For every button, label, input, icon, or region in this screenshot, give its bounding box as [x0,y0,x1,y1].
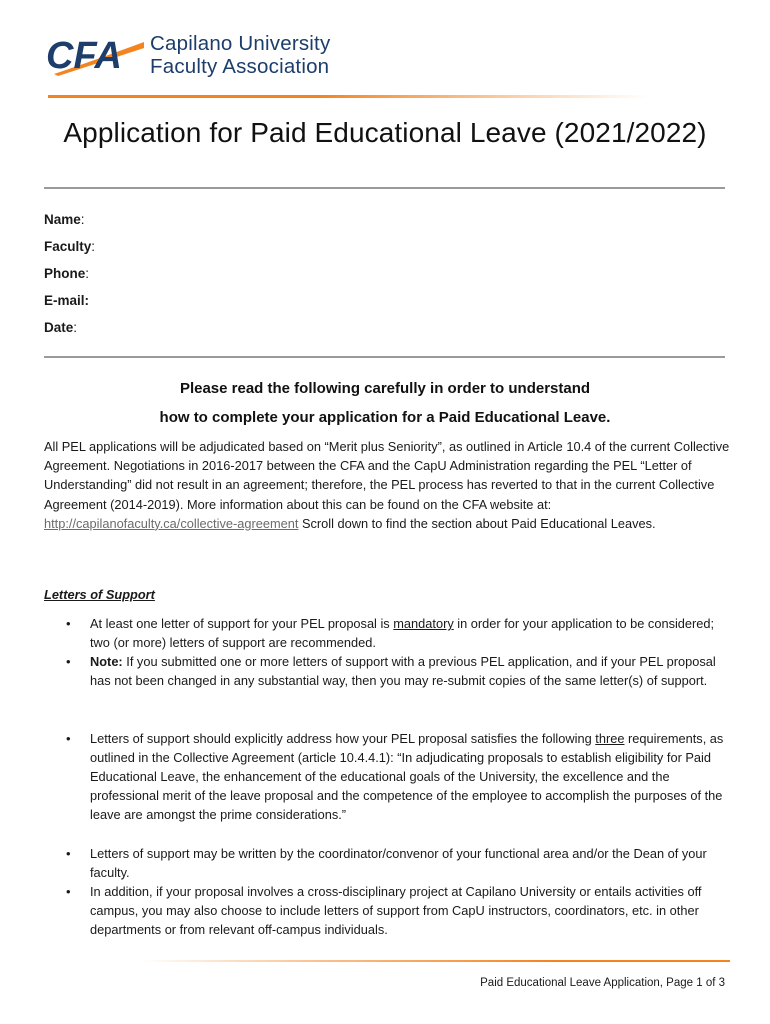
field-colon: : [80,212,85,227]
title-divider [44,187,725,189]
org-name-line1: Capilano University [150,32,331,55]
support-list-group-1 [62,614,732,690]
cfa-logo-mark [44,34,148,78]
org-name-line2: Faculty Association [150,55,330,78]
field-colon: : [85,266,90,281]
list-item [62,652,732,690]
list-item-text: If you submitted one or more letters of support with a previous PEL application, and if your PEL proposal has not been changed in any substantial way, then you may re-submit copies of the same letter(s) of support. [90,654,716,688]
field-label: Faculty [44,239,92,254]
field-label: E-mail: [44,293,90,308]
page-title: Application for Paid Educational Leave (2021/2022) [63,117,707,148]
instructions-line-2: how to complete your application for a Paid Educational Leave. [159,409,611,426]
list-item-text: in order for your application to be considered; two (or more) letters of support are recommended. [90,616,715,650]
field-label: Phone [44,266,86,281]
emphasis-three: three [595,731,625,746]
header-divider [48,95,648,98]
logo-wordmark [150,32,330,78]
support-list-group-3 [62,844,732,939]
intro-text: All PEL applications will be adjudicated based on “Merit plus Seniority”, as outlined in Article 10.4 of the current Collective Agreement. Negotiations in 2016-2017 between the CFA and the CapU Administration regarding the PEL “Letter of Understanding” did not result in an agreement; therefore, the PEL process has reverted to that in the current Collective Agreement (2014-2019). More information about this can be found on the CFA website at: [44,439,730,512]
list-item-text: At least one letter of support for your PEL proposal is [90,616,394,631]
note-label: Note: [90,654,123,669]
list-item: • Letters of support may be written by the coordinator/convenor of your functional area and/or the Dean of your faculty. [62,844,732,882]
emphasis-mandatory: mandatory [393,616,454,631]
footer-divider [140,960,730,962]
intro-paragraph [44,437,734,533]
field-email[interactable] [44,291,95,318]
list-item: • In addition, if your proposal involves a cross-disciplinary project at Capilano University or entails activities off campus, you may also choose to include letters of support from CapU instructors, coordinators, etc. in other departments or from relevant off-campus individuals. [62,882,732,939]
field-colon: : [73,320,78,335]
cfa-logo [44,30,364,80]
field-phone[interactable] [44,264,95,291]
list-item [62,729,732,824]
field-colon: : [91,239,96,254]
page-footer: Paid Educational Leave Application, Page 1 of 3 [480,977,725,989]
logo-mark-text: CFA [46,35,122,77]
fields-divider [44,356,725,358]
field-date[interactable] [44,318,95,345]
field-label: Name [44,212,81,227]
support-list-group-2 [62,729,732,824]
collective-agreement-link[interactable]: http://capilanofaculty.ca/collective-agreement [44,515,299,531]
instructions-line-1: Please read the following carefully in order to understand [179,380,591,397]
list-item-text: requirements, as outlined in the Collective Agreement (article 10.4.4.1): “In adjudicating proposals to establish eligibility for Paid Educational Leave, the enhancement of the educational goals of the University, the excellence and the professional merit of the leave proposal and the competence of the employee to accomplish the purposes of the leave are amongst the prime considerations.” [90,731,724,822]
field-name[interactable] [44,210,95,237]
field-label: Date [44,320,74,335]
section-heading-letters-of-support: Letters of Support [44,587,155,602]
field-faculty[interactable] [44,237,95,264]
list-item-text: Letters of support should explicitly address how your PEL proposal satisfies the following [90,731,596,746]
applicant-fields [44,210,95,345]
list-item [62,614,732,652]
intro-text-after-link: Scroll down to find the section about Paid Educational Leaves. [298,515,656,531]
